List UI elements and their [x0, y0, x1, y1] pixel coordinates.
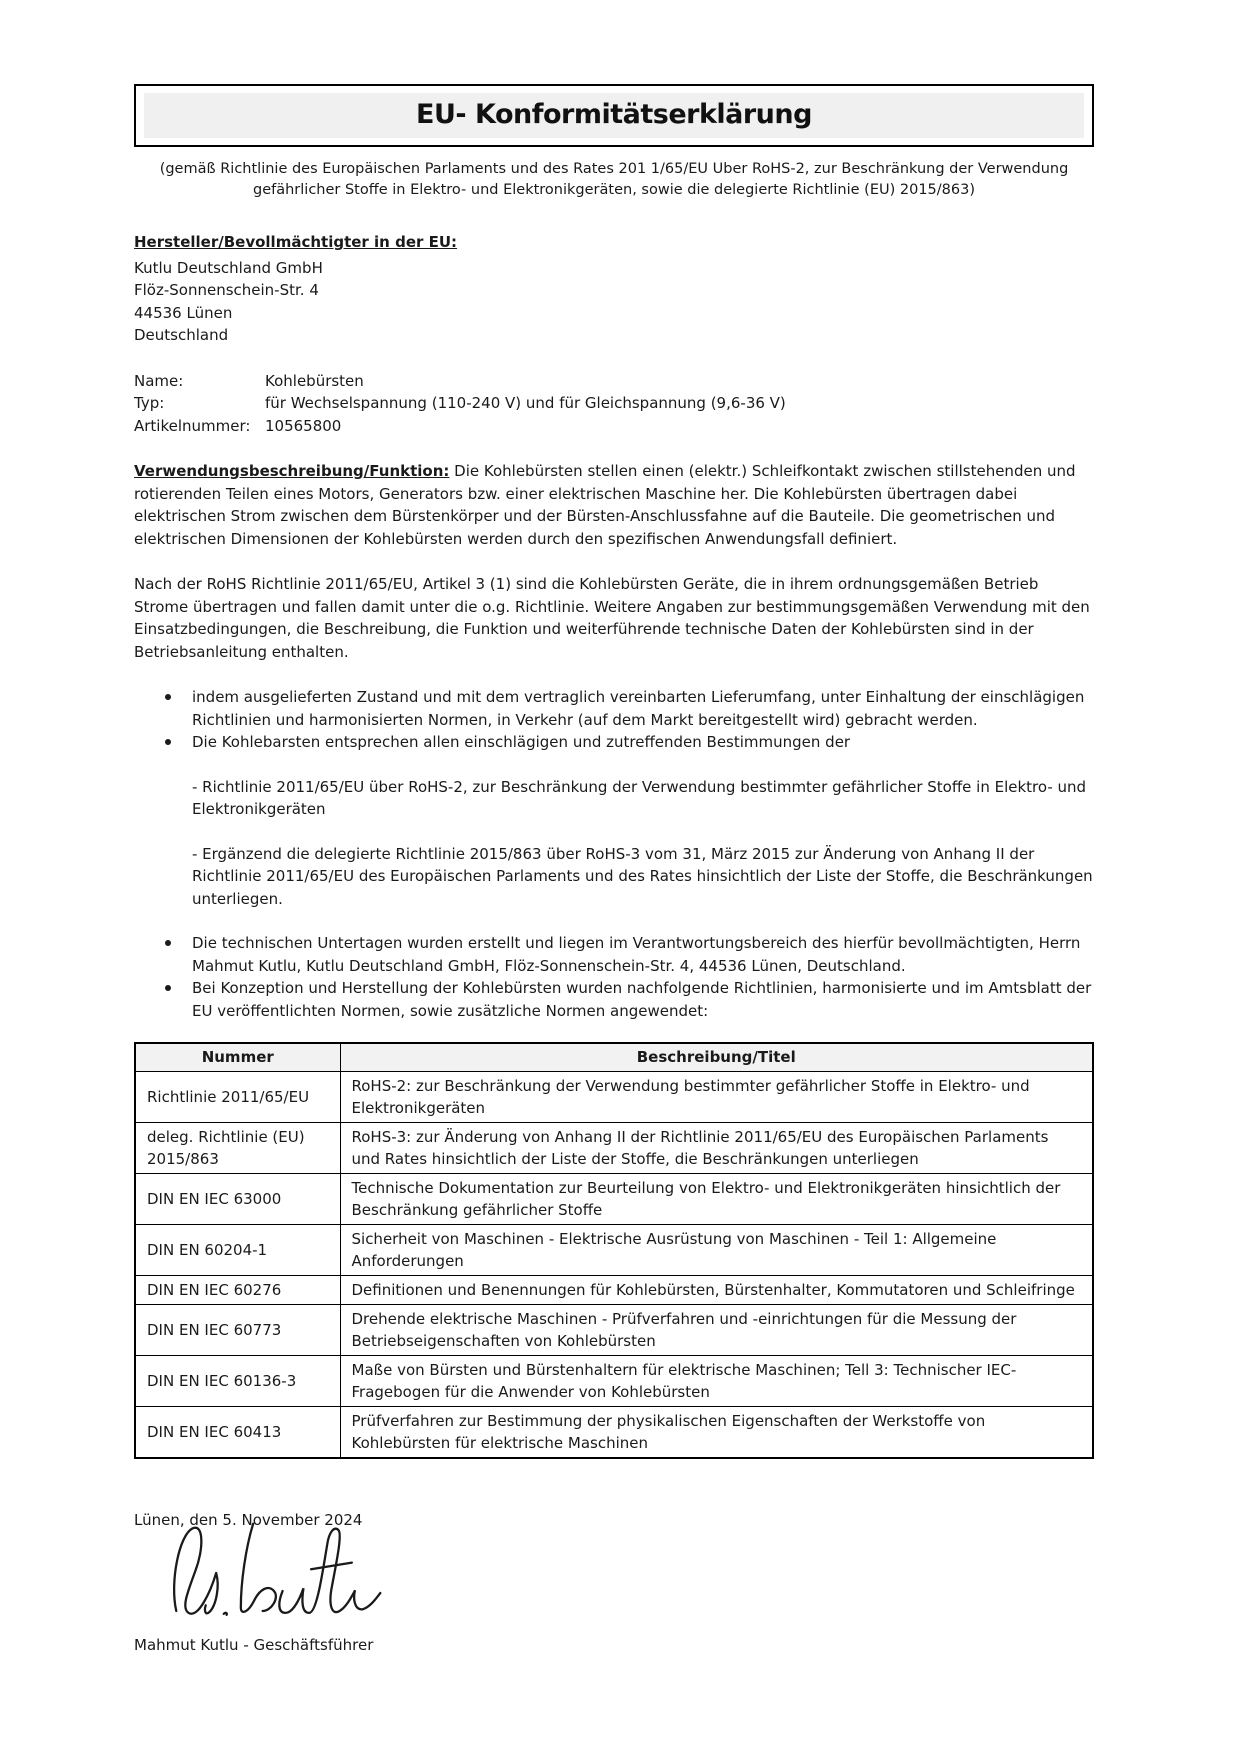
norm-number: DIN EN IEC 63000: [135, 1174, 340, 1225]
norm-number: Richtlinie 2011/65/EU: [135, 1072, 340, 1123]
table-row: [135, 1174, 1093, 1225]
manufacturer-heading: Hersteller/Bevollmächtigter in der EU:: [134, 233, 458, 251]
product-type-row: [134, 392, 1094, 415]
product-name-row: [134, 370, 1094, 393]
norm-description: Definitionen und Benennungen für Kohlebürsten, Bürstenhalter, Kommutatoren und Schleifringe: [340, 1276, 1093, 1305]
list-sub-item: - Richtlinie 2011/65/EU über RoHS-2, zur Beschränkung der Verwendung bestimmter gefährlicher Stoffe in Elektro- und Elektronikgeräten: [192, 777, 1087, 818]
norms-table: [134, 1042, 1094, 1459]
norm-number: DIN EN 60204-1: [135, 1225, 340, 1276]
norm-description: Drehende elektrische Maschinen - Prüfverfahren und -einrichtungen für die Messung der Betriebseigenschaften von Kohlebürsten: [340, 1305, 1093, 1356]
usage-text: Die Kohlebürsten stellen einen (elektr.) Schleifkontakt zwischen stillstehenden und rotierenden Teilen eines Motors, Generators bzw. einer elektrischen Maschine her. Die Kohlebürsten übertragen dabei elektrischen Strom zwischen dem Bürstenkörper und der Bürsten-Anschlussfahne auf die Bauteile. Die geometrischen und elektrischen Dimensionen der Kohlebürsten werden durch den spezifischen Anwendungsfall definiert.: [134, 462, 1076, 548]
norm-description: Maße von Bürsten und Bürstenhaltern für elektrische Maschinen; Tell 3: Technischer IEC-Fragebogen für die Anwender von Kohlebürsten: [340, 1356, 1093, 1407]
page-title: EU- Konformitätserklärung: [416, 99, 812, 130]
table-row: [135, 1356, 1093, 1407]
norm-description: RoHS-3: zur Änderung von Anhang II der Richtlinie 2011/65/EU des Europäischen Parlaments und Rates hinsichtlich der Liste der Stoffe, die Beschränkungen unterliegen: [340, 1123, 1093, 1174]
norm-number: DIN EN IEC 60773: [135, 1305, 340, 1356]
manufacturer-country: Deutschland: [134, 326, 229, 344]
table-header-row: [135, 1043, 1093, 1072]
place-date-line: Lünen, den 5. November 2024: [134, 1511, 363, 1529]
table-row: [135, 1407, 1093, 1459]
product-type-value: für Wechselspannung (110-240 V) und für Gleichspannung (9,6-36 V): [265, 394, 786, 412]
product-article-label: Artikelnummer:: [134, 416, 251, 435]
manufacturer-block: [134, 231, 1094, 347]
norm-number: DIN EN IEC 60276: [135, 1276, 340, 1305]
table-header-number: Nummer: [135, 1043, 340, 1072]
table-row: [135, 1225, 1093, 1276]
signatory-name: Mahmut Kutlu - Geschäftsführer: [134, 1635, 374, 1654]
table-row: [135, 1072, 1093, 1123]
list-item: Die technischen Untertagen wurden erstellt und liegen im Verantwortungsbereich des hierfür bevollmächtigten, Herrn Mahmut Kutlu, Kutlu Deutschland GmbH, Flöz-Sonnenschein-Str. 4, 44536 Lünen, Deutschland.: [134, 932, 1094, 977]
list-item: indem ausgelieferten Zustand und mit dem vertraglich vereinbarten Lieferumfang, unter Einhaltung der einschlägigen Richtlinien und harmonisierten Normen, in Verkehr (auf dem Markt bereitgestellt wird) gebracht werden.: [134, 686, 1094, 731]
norm-description: RoHS-2: zur Beschränkung der Verwendung bestimmter gefährlicher Stoffe in Elektro- und Elektronikgeräten: [340, 1072, 1093, 1123]
title-banner: [144, 93, 1084, 138]
title-box: [134, 84, 1094, 147]
norm-number: DIN EN IEC 60136-3: [135, 1356, 340, 1407]
list-sub-item: - Ergänzend die delegierte Richtlinie 2015/863 über RoHS-3 vom 31, März 2015 zur Änderung von Anhang II der Richtlinie 2011/65/EU des Europäischen Parlaments und des Rates hinsichtlich der Liste der Stoffe, die Beschränkungen unterliegen.: [192, 844, 1093, 908]
table-header-description: Beschreibung/Titel: [340, 1043, 1093, 1072]
manufacturer-street: Flöz-Sonnenschein-Str. 4: [134, 281, 319, 299]
product-name-label: Name:: [134, 371, 184, 390]
list-item: Die Kohlebarsten entsprechen allen einschlägigen und zutreffenden Bestimmungen der: [134, 731, 1094, 754]
signature-icon: [160, 1518, 1094, 1630]
norm-description: Technische Dokumentation zur Beurteilung von Elektro- und Elektronikgeräten hinsichtlich der Beschränkung gefährlicher Stoffe: [340, 1174, 1093, 1225]
table-row: [135, 1123, 1093, 1174]
list-item: Bei Konzeption und Herstellung der Kohlebürsten wurden nachfolgende Richtlinien, harmonisierte und im Amtsblatt der EU veröffentlichten Normen, sowie zusätzliche Normen angewendet:: [134, 977, 1094, 1022]
rohs-paragraph: Nach der RoHS Richtlinie 2011/65/EU, Artikel 3 (1) sind die Kohlebürsten Geräte, die in ihrem ordnungsgemäßen Betrieb Strome übertragen und fallen damit unter die o.g. Richtlinie. Weitere Angaben zur bestimmungsgemäßen Verwendung mit den Einsatzbedingungen, die Beschreibung, die Funktion und weiterführende technische Daten der Kohlebürsten sind in der Betriebsanleitung enthalten.: [134, 575, 1090, 661]
usage-paragraph: [134, 460, 1094, 550]
product-type-label: Typ:: [134, 394, 165, 412]
norm-description: Sicherheit von Maschinen - Elektrische Ausrüstung von Maschinen - Teil 1: Allgemeine Anforderungen: [340, 1225, 1093, 1276]
declaration-list: [134, 686, 1094, 1022]
table-row: [135, 1276, 1093, 1305]
product-name-value: Kohlebürsten: [265, 371, 364, 390]
manufacturer-company: Kutlu Deutschland GmbH: [134, 258, 323, 277]
subtitle: (gemäß Richtlinie des Europäischen Parlaments und des Rates 201 1/65/EU Uber RoHS-2, zur Beschränkung der Verwendung gefährlicher Stoffe in Elektro- und Elektronikgeräten, sowie die delegierte Richtlinie (EU) 2015/863): [159, 161, 1069, 198]
norm-number: DIN EN IEC 60413: [135, 1407, 340, 1459]
manufacturer-city: 44536 Lünen: [134, 303, 233, 322]
product-block: [134, 370, 1094, 438]
usage-label: Verwendungsbeschreibung/Funktion:: [134, 462, 450, 480]
table-row: [135, 1305, 1093, 1356]
norm-number: deleg. Richtlinie (EU) 2015/863: [135, 1123, 340, 1174]
product-article-value: 10565800: [265, 416, 342, 435]
product-article-row: [134, 415, 1094, 438]
norm-description: Prüfverfahren zur Bestimmung der physikalischen Eigenschaften der Werkstoffe von Kohlebürsten für elektrische Maschinen: [340, 1407, 1093, 1459]
